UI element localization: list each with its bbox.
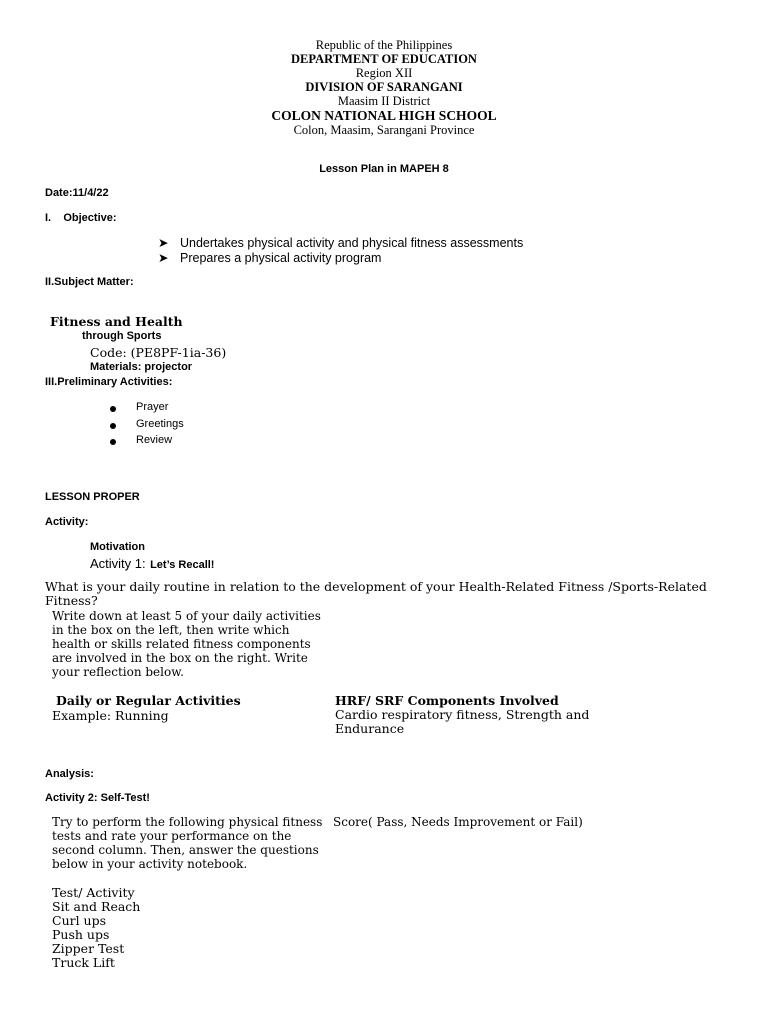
subject-code: Code: (PE8PF-1ia-36) <box>90 345 227 360</box>
bullet-icon <box>110 406 116 412</box>
bullet-icon <box>110 439 116 445</box>
bullet-icon <box>110 423 116 429</box>
list-item: Curl ups <box>52 913 107 929</box>
objective-item-text: Undertakes physical activity and physical fitness assessments <box>180 236 524 250</box>
list-item <box>110 434 184 451</box>
list-item-label: Prayer <box>136 401 169 413</box>
date-label: Date:11/4/22 <box>45 187 109 199</box>
list-item-label: Review <box>136 434 173 446</box>
lesson-proper-heading: LESSON PROPER <box>45 491 140 503</box>
instruction-1: Write down at least 5 of your daily activities in the box on the left, then write which health or skills related fitness components are involved in the box on the right. Write your reflection below. <box>52 609 321 680</box>
header-division: DIVISION OF SARANGANI <box>305 80 463 94</box>
list-item <box>110 401 184 418</box>
motivation-label: Motivation <box>90 541 145 553</box>
activity1-title <box>90 555 214 573</box>
subject-matter-label: II.Subject Matter: <box>45 276 134 288</box>
analysis-label: Analysis: <box>45 768 94 780</box>
list-item: Truck Lift <box>52 955 115 971</box>
list-item: Test/ Activity <box>52 885 135 900</box>
header-department: DEPARTMENT OF EDUCATION <box>291 52 477 66</box>
subject-through: through Sports <box>82 330 162 342</box>
objective-item-text: Prepares a physical activity program <box>180 251 382 265</box>
activity1-name: Let’s Recall! <box>150 559 215 571</box>
header-address: Colon, Maasim, Sarangani Province <box>293 123 475 137</box>
table1-col2-example: Cardio respiratory fitness, Strength and Endurance <box>335 707 590 736</box>
header-district: Maasim II District <box>337 94 431 108</box>
routine-question: What is your daily routine in relation to the development of your Health-Related Fitness /Sports-Related Fitness? <box>45 579 707 608</box>
header-republic: Republic of the Philippines <box>315 38 453 52</box>
preliminary-label: III.Preliminary Activities: <box>45 376 173 388</box>
table1-col1-header: Daily or Regular Activities <box>56 693 241 708</box>
score-header: Score( Pass, Needs Improvement or Fail) <box>333 815 583 829</box>
preliminary-list <box>110 401 184 451</box>
list-item: Sit and Reach <box>52 899 141 915</box>
activity1-prefix: Activity 1: <box>90 556 146 571</box>
header-region: Region XII <box>355 66 413 80</box>
activity-label: Activity: <box>45 516 89 528</box>
objective-label: I. Objective: <box>45 212 117 224</box>
subject-materials: Materials: projector <box>90 361 193 373</box>
list-item: Zipper Test <box>52 941 125 957</box>
objective-item-2 <box>158 250 381 265</box>
header-school: COLON NATIONAL HIGH SCHOOL <box>271 108 497 123</box>
instruction-2: Try to perform the following physical fitness tests and rate your performance on the second column. Then, answer the questions below in your activity notebook. <box>52 815 323 872</box>
list-item: Push ups <box>52 927 110 943</box>
list-item <box>110 418 184 435</box>
document-title: Lesson Plan in MAPEH 8 <box>319 163 449 175</box>
activity2-title: Activity 2: Self-Test! <box>45 792 150 804</box>
arrow-bullet-icon: ➤ <box>158 251 169 265</box>
tests-list <box>52 886 140 971</box>
subject-topic: Fitness and Health <box>50 314 183 329</box>
table1-col1-example: Example: Running <box>52 708 169 723</box>
objective-item-1 <box>158 235 523 250</box>
table1-col2-header: HRF/ SRF Components Involved <box>335 693 559 708</box>
arrow-bullet-icon: ➤ <box>158 236 169 250</box>
list-item-label: Greetings <box>136 417 184 430</box>
